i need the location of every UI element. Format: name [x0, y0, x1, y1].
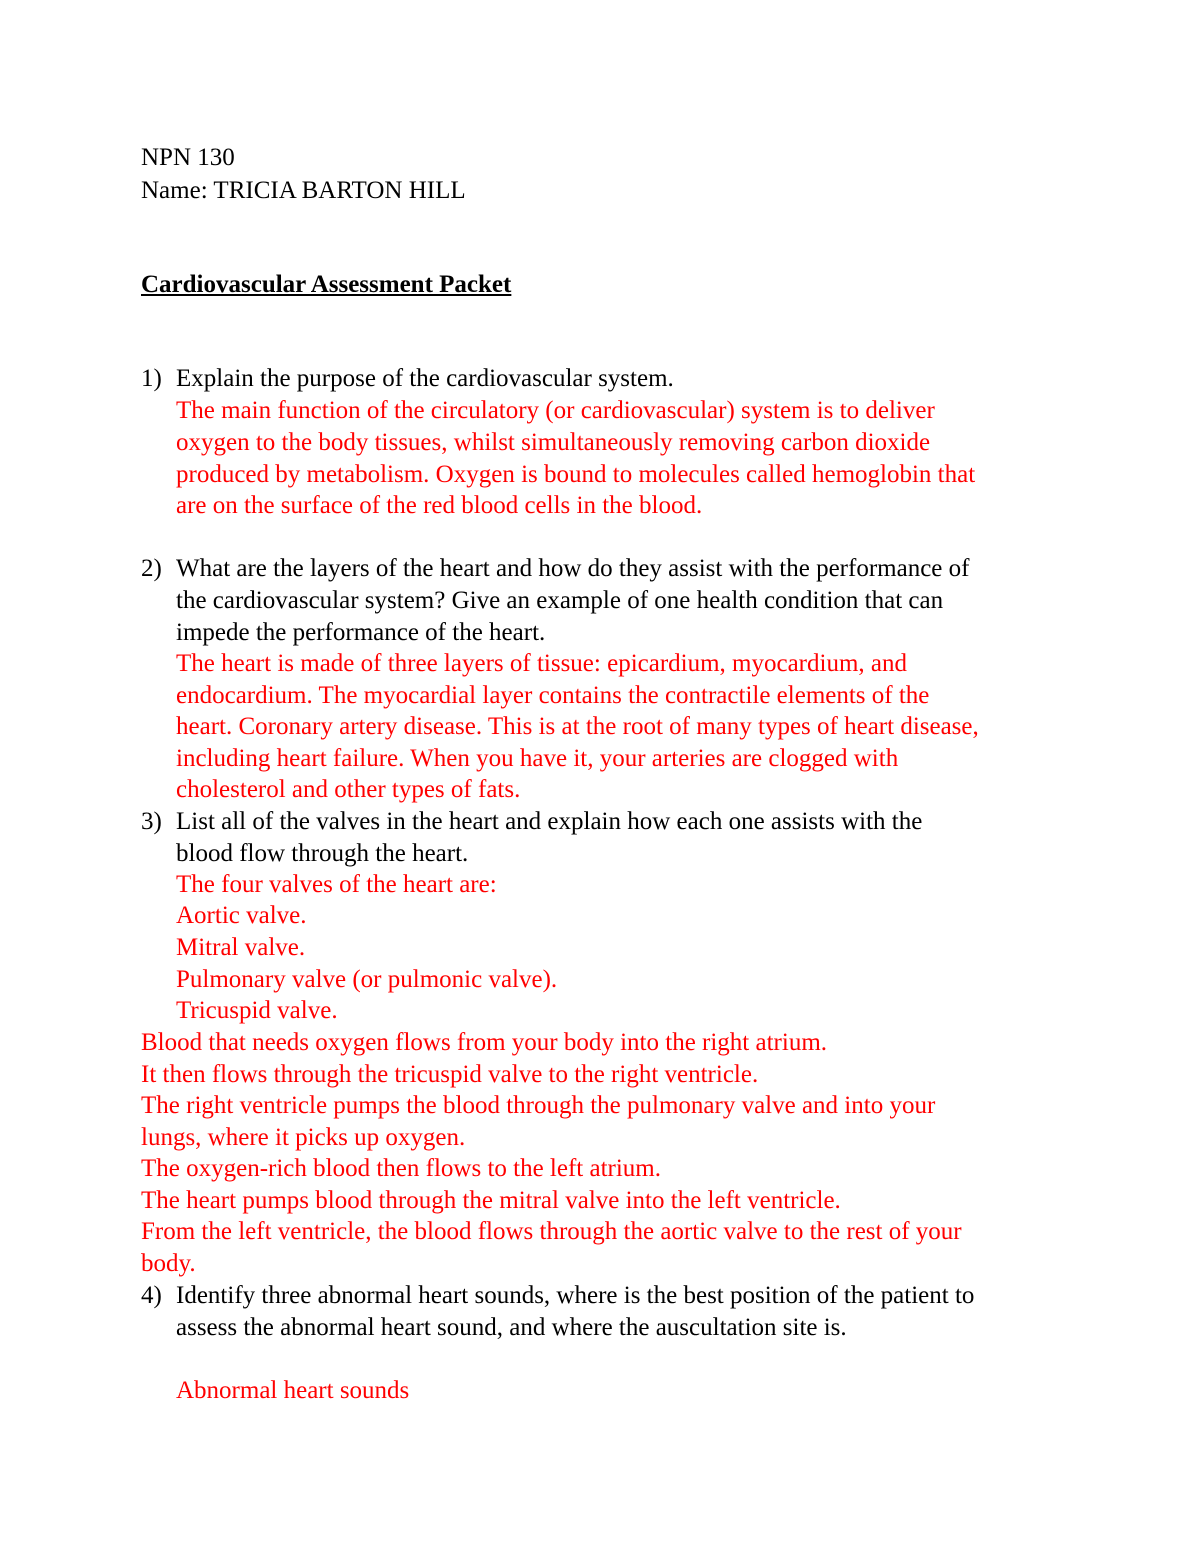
answer-2-line: The heart is made of three layers of tissue: epicardium, myocardium, and: [176, 650, 907, 677]
valve-item: Aortic valve.: [176, 902, 307, 929]
document-title: Cardiovascular Assessment Packet: [141, 271, 512, 298]
answer-1-line: are on the surface of the red blood cells in the blood.: [176, 492, 703, 519]
question-3-line: List all of the valves in the heart and explain how each one assists with the: [176, 808, 923, 835]
valve-item: Pulmonary valve (or pulmonic valve).: [176, 966, 558, 993]
blood-flow-line: From the left ventricle, the blood flows through the aortic valve to the rest of your: [141, 1218, 962, 1245]
blood-flow-line: Blood that needs oxygen flows from your body into the right atrium.: [141, 1029, 828, 1056]
answer-3-line: The four valves of the heart are:: [176, 871, 497, 898]
question-3-line: blood flow through the heart.: [176, 840, 469, 867]
blood-flow-line: The oxygen-rich blood then flows to the left atrium.: [141, 1155, 662, 1182]
answer-2-line: heart. Coronary artery disease. This is at the root of many types of heart disease,: [176, 713, 979, 740]
question-4-line: assess the abnormal heart sound, and where the auscultation site is.: [176, 1314, 847, 1341]
valve-item: Tricuspid valve.: [176, 997, 338, 1024]
answer-2-line: endocardium. The myocardial layer contains the contractile elements of the: [176, 682, 930, 709]
question-number-2: 2): [141, 555, 162, 582]
blood-flow-line: It then flows through the tricuspid valve to the right ventricle.: [141, 1061, 759, 1088]
question-2-line: impede the performance of the heart.: [176, 619, 546, 646]
question-number-3: 3): [141, 808, 162, 835]
blood-flow-line: body.: [141, 1250, 196, 1277]
question-number-1: 1): [141, 365, 162, 392]
answer-1-line: The main function of the circulatory (or cardiovascular) system is to deliver: [176, 397, 935, 424]
question-number-4: 4): [141, 1282, 162, 1309]
blood-flow-line: The right ventricle pumps the blood through the pulmonary valve and into your: [141, 1092, 936, 1119]
answer-2-line: including heart failure. When you have it, your arteries are clogged with: [176, 745, 899, 772]
question-2-line: the cardiovascular system? Give an example of one health condition that can: [176, 587, 944, 614]
blood-flow-line: lungs, where it picks up oxygen.: [141, 1124, 466, 1151]
question-2-line: What are the layers of the heart and how do they assist with the performance of: [176, 555, 970, 582]
course-code: NPN 130: [141, 144, 235, 171]
valve-item: Mitral valve.: [176, 934, 306, 961]
answer-1-line: oxygen to the body tissues, whilst simultaneously removing carbon dioxide: [176, 429, 931, 456]
blood-flow-line: The heart pumps blood through the mitral valve into the left ventricle.: [141, 1187, 841, 1214]
answer-2-line: cholesterol and other types of fats.: [176, 776, 521, 803]
answer-4-heading: Abnormal heart sounds: [176, 1377, 410, 1404]
answer-1-line: produced by metabolism. Oxygen is bound to molecules called hemoglobin that: [176, 461, 976, 488]
student-name: Name: TRICIA BARTON HILL: [141, 177, 466, 204]
question-4-line: Identify three abnormal heart sounds, where is the best position of the patient to: [176, 1282, 975, 1309]
question-1-line: Explain the purpose of the cardiovascular system.: [176, 365, 674, 392]
